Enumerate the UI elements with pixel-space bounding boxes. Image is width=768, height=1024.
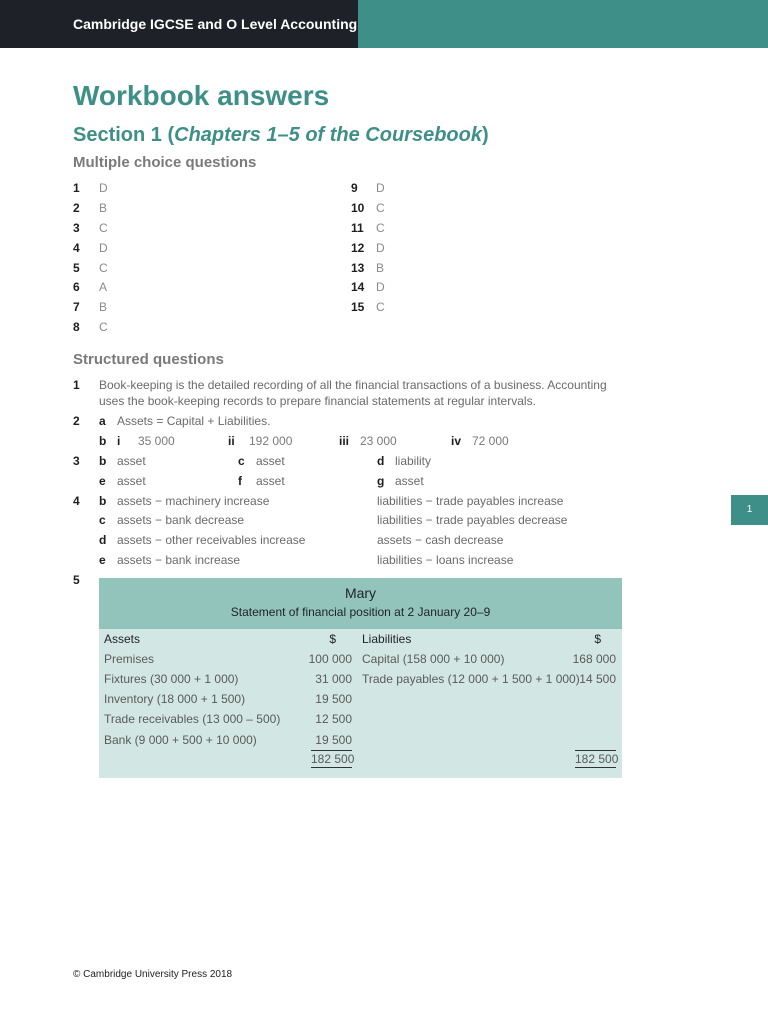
- part-label: b: [99, 454, 107, 468]
- structured-heading: Structured questions: [73, 351, 224, 368]
- question-number: 5: [73, 573, 80, 587]
- mcq-answer: C: [99, 261, 108, 275]
- page-title: Workbook answers: [73, 80, 330, 111]
- footer-copyright: © Cambridge University Press 2018: [73, 969, 233, 980]
- mcq-answer: B: [99, 201, 108, 215]
- mcq-number: 11: [351, 221, 364, 235]
- part-label: g: [377, 474, 385, 488]
- asset-value: 19 500: [315, 733, 352, 747]
- mcq-number: 10: [351, 201, 365, 215]
- mcq-answer: C: [99, 320, 108, 334]
- mcq-answer: D: [99, 241, 108, 255]
- mcq-number: 9: [351, 181, 358, 195]
- answer-value: 35 000: [138, 434, 175, 448]
- mcq-number: 1: [73, 181, 80, 195]
- asset-label: Inventory (18 000 + 1 500): [104, 692, 246, 706]
- statement-of-financial-position: [99, 578, 622, 778]
- asset-value: 31 000: [315, 672, 352, 686]
- answer-value: 23 000: [360, 434, 397, 448]
- subpart-label: i: [117, 434, 121, 448]
- asset-label: Premises: [104, 652, 155, 666]
- mcq-number: 6: [73, 280, 80, 294]
- answer-text: assets − machinery increase: [117, 494, 270, 508]
- asset-value: 100 000: [308, 652, 352, 666]
- answer-text: assets − bank decrease: [117, 513, 245, 527]
- mcq-number: 4: [73, 241, 80, 255]
- liability-value: 168 000: [572, 652, 616, 666]
- mcq-number: 14: [351, 280, 365, 294]
- part-label: e: [99, 553, 106, 567]
- asset-label: Bank (9 000 + 500 + 10 000): [104, 733, 257, 747]
- mcq-number: 3: [73, 221, 80, 235]
- part-label: b: [99, 434, 107, 448]
- section-italic: Chapters 1–5 of the Coursebook: [174, 124, 482, 146]
- liabilities-total: 182 500: [575, 752, 619, 766]
- question-number: 1: [73, 378, 80, 392]
- statement-subtitle: Statement of financial position at 2 January 20–9: [230, 605, 491, 619]
- mcq-answer: C: [99, 221, 108, 235]
- question-number: 4: [73, 494, 80, 508]
- answer-text: liabilities − trade payables increase: [377, 494, 564, 508]
- liabilities-heading: Liabilities: [362, 632, 412, 646]
- assets-total: 182 500: [311, 752, 355, 766]
- mcq-answer: C: [376, 221, 385, 235]
- statement-header: [99, 578, 622, 629]
- mcq-heading: Multiple choice questions: [73, 154, 257, 171]
- answer-text: asset: [117, 454, 146, 468]
- mcq-number: 12: [351, 241, 365, 255]
- mcq-answer: D: [99, 181, 108, 195]
- assets-currency: $: [329, 632, 336, 646]
- mcq-number: 15: [351, 300, 365, 314]
- part-label: d: [377, 454, 385, 468]
- mcq-answer: D: [376, 181, 385, 195]
- answer-value: 72 000: [472, 434, 509, 448]
- liability-label: Trade payables (12 000 + 1 500 + 1 000): [362, 672, 580, 686]
- mcq-answer: D: [376, 241, 385, 255]
- section-heading: [73, 124, 489, 147]
- answer-text: asset: [256, 454, 285, 468]
- asset-value: 12 500: [315, 712, 352, 726]
- liability-value: 14 500: [579, 672, 616, 686]
- part-label: a: [99, 414, 106, 428]
- answer-text: assets − cash decrease: [377, 533, 504, 547]
- subpart-label: iv: [451, 434, 462, 448]
- asset-label: Trade receivables (13 000 – 500): [104, 712, 281, 726]
- answer-value: 192 000: [249, 434, 293, 448]
- part-label: d: [99, 533, 107, 547]
- part-label: e: [99, 474, 106, 488]
- header-title: Cambridge IGCSE and O Level Accounting: [0, 0, 358, 48]
- mcq-answer: B: [376, 261, 385, 275]
- part-label: c: [99, 513, 106, 527]
- answer-text: Assets = Capital + Liabilities.: [117, 414, 271, 428]
- header-band: [358, 0, 768, 48]
- liability-label: Capital (158 000 + 10 000): [362, 652, 505, 666]
- mcq-number: 8: [73, 320, 80, 334]
- asset-value: 19 500: [315, 692, 352, 706]
- answer-text: liabilities − trade payables decrease: [377, 513, 568, 527]
- mcq-answer: A: [99, 280, 108, 294]
- answer-text: assets − other receivables increase: [117, 533, 306, 547]
- mcq-number: 5: [73, 261, 80, 275]
- section-suffix: ): [481, 124, 489, 146]
- statement-name: Mary: [344, 585, 377, 601]
- part-label: b: [99, 494, 107, 508]
- subpart-label: ii: [228, 434, 235, 448]
- liabilities-currency: $: [594, 632, 601, 646]
- mcq-number: 13: [351, 261, 365, 275]
- mcq-answer: B: [99, 300, 108, 314]
- asset-label: Fixtures (30 000 + 1 000): [104, 672, 239, 686]
- part-label: f: [238, 474, 242, 488]
- question-number: 2: [73, 414, 80, 428]
- q1-line: uses the book-keeping records to prepare financial statements at regular intervals.: [99, 394, 536, 408]
- page-number-tab: 1: [731, 495, 768, 525]
- q1-line: Book-keeping is the detailed recording of all the financial transactions of a business. Accounting: [99, 378, 607, 392]
- mcq-number: 7: [73, 300, 80, 314]
- question-number: 3: [73, 454, 80, 468]
- answer-text: asset: [117, 474, 146, 488]
- mcq-answer: D: [376, 280, 385, 294]
- mcq-number: 2: [73, 201, 80, 215]
- subpart-label: iii: [339, 434, 350, 448]
- answer-text: assets − bank increase: [117, 553, 241, 567]
- answer-text: liability: [395, 454, 432, 468]
- mcq-answer: C: [376, 300, 385, 314]
- mcq-answer: C: [376, 201, 385, 215]
- answer-text: liabilities − loans increase: [377, 553, 514, 567]
- assets-heading: Assets: [104, 632, 141, 646]
- answer-text: asset: [395, 474, 424, 488]
- section-prefix: Section 1 (: [73, 124, 175, 146]
- part-label: c: [238, 454, 245, 468]
- answer-text: asset: [256, 474, 285, 488]
